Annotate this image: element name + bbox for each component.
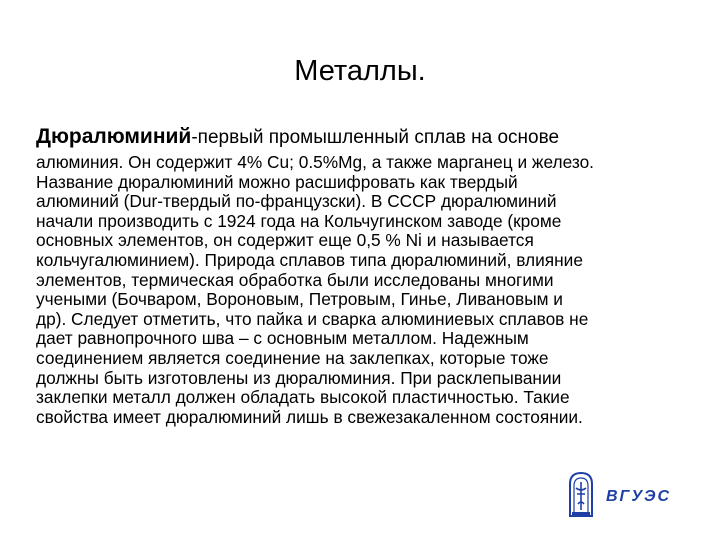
university-emblem-icon <box>566 470 596 518</box>
slide-title: Металлы. <box>294 55 426 87</box>
body-line: элементов, термическая обработка были исследованы многими <box>36 269 554 290</box>
slide-body <box>36 122 696 427</box>
body-line: свойства имеет дюралюминий лишь в свежезакаленном состоянии. <box>36 406 583 427</box>
term-duralumin: Дюралюминий <box>36 125 192 148</box>
body-line: алюминий (Dur-твердый по-французски). В СССР дюралюминий <box>36 191 557 212</box>
body-line: основных элементов, он содержит еще 0,5 % Ni и называется <box>36 230 534 251</box>
body-line: др). Следует отметить, что пайка и сварка алюминиевых сплавов не <box>36 308 589 329</box>
body-line: учеными (Бочваром, Вороновым, Петровым, Гинье, Ливановым и <box>36 289 563 310</box>
first-line-text: -первый промышленный сплав на основе <box>191 127 560 148</box>
body-line: должны быть изготовлены из дюралюминия. При расклепывании <box>36 367 562 388</box>
body-line: заклепки металл должен обладать высокой пластичностью. Такие <box>36 387 570 408</box>
body-line: дает равнопрочного шва – с основным металлом. Надежным <box>36 328 529 349</box>
first-line <box>36 122 696 153</box>
body-line: начали производить с 1924 года на Кольчугинском заводе (кроме <box>36 210 562 231</box>
body-line: Название дюралюминий можно расшифровать как твердый <box>36 171 518 192</box>
body-line: алюминия. Он содержит 4% Cu; 0.5%Mg, а также марганец и железо. <box>36 152 594 172</box>
body-line: кольчугалюминием). Природа сплавов типа дюралюминий, влияние <box>36 249 583 270</box>
university-logo-text: ВГУЭС <box>606 488 672 505</box>
body-line: соединением является соединение на заклепках, которые тоже <box>36 347 549 368</box>
university-logo <box>566 470 686 518</box>
